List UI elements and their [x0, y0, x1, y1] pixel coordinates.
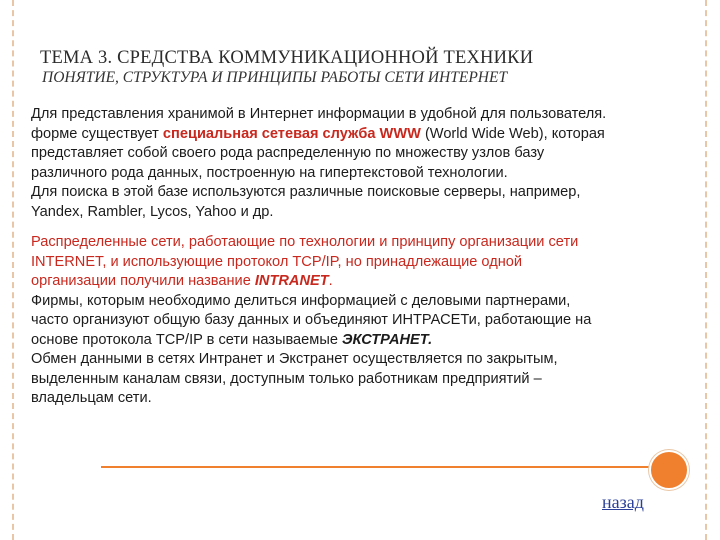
text-fragment: .: [328, 273, 333, 289]
main-text: [31, 105, 691, 409]
text-line: Для представления хранимой в Интернет информации в удобной для пользователя.: [31, 106, 607, 122]
page-title: ТЕМА 3. СРЕДСТВА КОММУНИКАЦИОННОЙ ТЕХНИКИ: [40, 48, 534, 68]
text-line: выделенным каналам связи, доступным только работникам предприятий –: [31, 370, 542, 387]
text-fragment: основе протокола TCP/IP в сети называемые: [31, 331, 342, 348]
www-highlight: специальная сетевая служба WWW: [162, 125, 421, 142]
text-line-highlight: INTERNET, и использующие протокол TCP/IP, но принадлежащие одной: [31, 253, 523, 270]
text-line: Yandex, Rambler, Lycos, Yahoo и др.: [31, 203, 274, 220]
text-fragment: (World Wide Web), которая: [420, 125, 605, 142]
text-line: представляет собой своего рода распределенную по множеству узлов базу: [31, 145, 545, 161]
text-line: часто организуют общую базу данных и объединяют ИНТРАСЕТи, работающие на: [31, 312, 592, 328]
text-line-highlight: [31, 272, 691, 292]
text-line: [31, 331, 691, 351]
left-dashed-border: [12, 0, 14, 540]
text-line: владельцам сети.: [31, 390, 152, 406]
text-line: различного рода данных, построенную на гипертекстовой технологии.: [31, 164, 508, 181]
extranet-term: ЭКСТРАНЕТ.: [342, 331, 433, 348]
divider-line: [101, 466, 669, 468]
text-line: Фирмы, которым необходимо делиться информацией с деловыми партнерами,: [31, 292, 571, 309]
text-line: Для поиска в этой базе используются различные поисковые серверы, например,: [31, 184, 581, 200]
right-dashed-border: [705, 0, 707, 540]
back-link[interactable]: назад: [602, 492, 644, 512]
text-line: [31, 125, 691, 145]
text-fragment: форме существует: [31, 125, 163, 142]
intranet-term: INTRANET: [254, 273, 329, 289]
paragraph-gap: [31, 222, 691, 233]
text-line-highlight: Распределенные сети, работающие по технологии и принципу организации сети: [31, 234, 579, 250]
decorative-circle: [649, 450, 689, 490]
paragraph-intranet: [31, 233, 691, 409]
text-line: Обмен данными в сетях Интранет и Экстранет осуществляется по закрытым,: [31, 351, 558, 367]
paragraph-www: [31, 105, 691, 222]
text-fragment: организации получили название: [31, 273, 255, 289]
page-subtitle: ПОНЯТИЕ, СТРУКТУРА И ПРИНЦИПЫ РАБОТЫ СЕТИ ИНТЕРНЕТ: [42, 69, 508, 86]
